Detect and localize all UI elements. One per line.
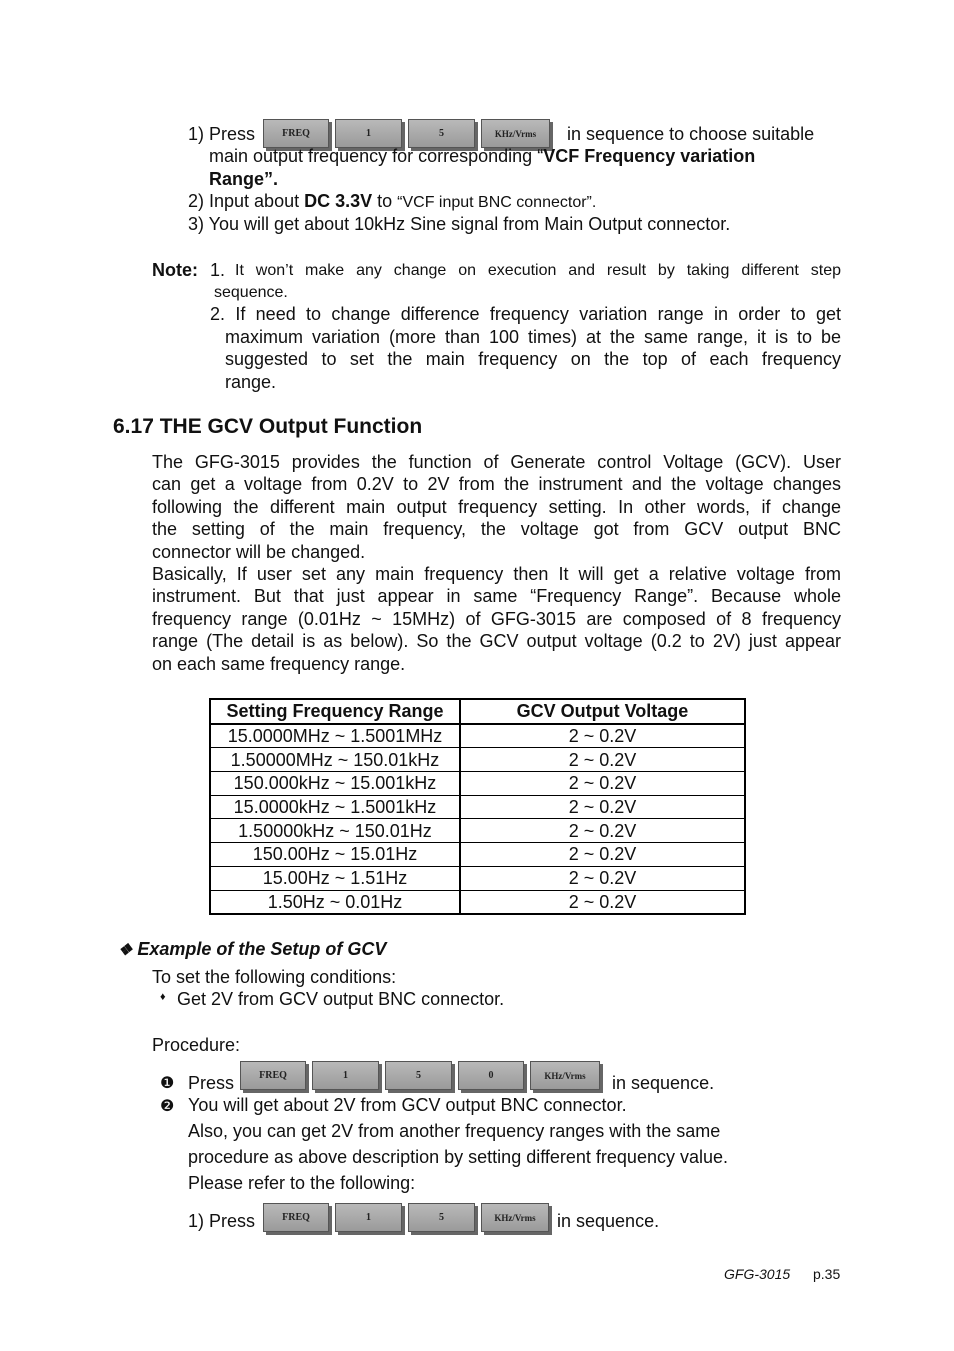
table-row bbox=[210, 772, 745, 796]
gcv-range-table bbox=[209, 698, 746, 915]
step2 bbox=[188, 191, 596, 212]
step1-prefix: 1) Press bbox=[188, 124, 256, 144]
step1-line3: Range”. bbox=[209, 169, 279, 189]
paragraph-1-line: connector will be changed. bbox=[152, 542, 366, 562]
example-title: Example of the Setup of GCV bbox=[137, 939, 387, 959]
table-row bbox=[210, 866, 745, 890]
frequency-range-cell: 1.50000MHz ~ 150.01kHz bbox=[210, 748, 460, 772]
digit-5-key[interactable]: 5 bbox=[408, 1203, 475, 1232]
voltage-cell: 2 ~ 0.2V bbox=[460, 748, 745, 772]
paragraph-2-line: range (The detail is as below). So the GCV output voltage (0.2 to 2V) just appear bbox=[152, 631, 841, 651]
voltage-cell: 2 ~ 0.2V bbox=[460, 843, 745, 867]
frequency-range-cell: 15.0000kHz ~ 1.5001kHz bbox=[210, 795, 460, 819]
header-gcv-voltage: GCV Output Voltage bbox=[460, 699, 745, 724]
paragraph-1-line: the setting of the main frequency, the voltage got from GCV output BNC bbox=[152, 519, 841, 539]
frequency-range-cell: 15.0000MHz ~ 1.5001MHz bbox=[210, 724, 460, 748]
header-frequency-range: Setting Frequency Range bbox=[210, 699, 460, 724]
procedure-step2-line3: procedure as above description by setting different frequency value. bbox=[188, 1147, 728, 1167]
voltage-cell: 2 ~ 0.2V bbox=[460, 866, 745, 890]
procedure-step1-suffix: in sequence. bbox=[612, 1073, 715, 1093]
digit-1-key[interactable]: 1 bbox=[335, 119, 402, 148]
procedure-step1-prefix: Press bbox=[188, 1073, 235, 1093]
frequency-range-cell: 150.00Hz ~ 15.01Hz bbox=[210, 843, 460, 867]
note-1-line2: sequence. bbox=[214, 284, 288, 301]
frequency-range-cell: 1.50000kHz ~ 150.01Hz bbox=[210, 819, 460, 843]
paragraph-1-line: can get a voltage from 0.2V to 2V from the instrument and the voltage changes bbox=[152, 474, 841, 494]
substep1-suffix: in sequence. bbox=[557, 1211, 660, 1231]
freq-key[interactable]: FREQ bbox=[240, 1061, 306, 1090]
step1-suffix: in sequence to choose suitable bbox=[567, 124, 815, 144]
substep1-prefix: 1) Press bbox=[188, 1211, 256, 1231]
step3: 3) You will get about 10kHz Sine signal from Main Output connector. bbox=[188, 214, 731, 234]
note-2-line3: suggested to set the main frequency on the top of each frequency bbox=[225, 349, 841, 369]
example-intro: To set the following conditions: bbox=[152, 967, 397, 987]
footer-page-number: p.35 bbox=[813, 1266, 841, 1282]
table-row bbox=[210, 819, 745, 843]
paragraph-2-line: on each same frequency range. bbox=[152, 654, 406, 674]
step1-line2-text: main output frequency for corresponding “ bbox=[209, 146, 544, 166]
condition-bullet-icon: ♦ bbox=[160, 991, 166, 1003]
paragraph-2-line: Basically, If user set any main frequency then It will get a relative voltage from bbox=[152, 564, 841, 584]
procedure-label: Procedure: bbox=[152, 1035, 241, 1055]
voltage-cell: 2 ~ 0.2V bbox=[460, 890, 745, 914]
note-label: Note: bbox=[152, 260, 198, 280]
paragraph-2-line: frequency range (0.01Hz ~ 15MHz) of GFG-3015 are composed of 8 frequency bbox=[152, 609, 841, 629]
voltage-cell: 2 ~ 0.2V bbox=[460, 819, 745, 843]
step2-text-c: to bbox=[372, 191, 398, 211]
khz-vrms-key[interactable]: KHz/Vrms bbox=[481, 1203, 549, 1232]
section-title: 6.17 THE GCV Output Function bbox=[113, 415, 423, 438]
step2-text-a: 2) Input about bbox=[188, 191, 305, 211]
footer-model: GFG-3015 bbox=[724, 1266, 791, 1282]
diamond-bullet-icon: ❖ bbox=[118, 942, 133, 959]
procedure-step2-line2: Also, you can get 2V from another frequency ranges with the same bbox=[188, 1121, 721, 1141]
note-2-line2: maximum variation (more than 100 times) at the same range, it is to be bbox=[225, 327, 841, 347]
table-row bbox=[210, 724, 745, 748]
note-1-number: 1. bbox=[210, 260, 226, 280]
digit-5-key[interactable]: 5 bbox=[385, 1061, 452, 1090]
note-1-text: It won’t make any change on execution and result by taking different step bbox=[235, 262, 841, 279]
digit-1-key[interactable]: 1 bbox=[312, 1061, 379, 1090]
table-header-row bbox=[210, 699, 745, 724]
table-row bbox=[210, 843, 745, 867]
paragraph-1-line: following the different main output frequency setting. In other words, if change bbox=[152, 497, 841, 517]
digit-0-key[interactable]: 0 bbox=[458, 1061, 524, 1090]
freq-key[interactable]: FREQ bbox=[263, 1203, 329, 1232]
frequency-range-cell: 1.50Hz ~ 0.01Hz bbox=[210, 890, 460, 914]
khz-vrms-key[interactable]: KHz/Vrms bbox=[530, 1061, 600, 1090]
step-1-marker-icon: ❶ bbox=[160, 1075, 175, 1092]
paragraph-1-line: The GFG-3015 provides the function of Generate control Voltage (GCV). User bbox=[152, 452, 841, 472]
table-row bbox=[210, 795, 745, 819]
voltage-cell: 2 ~ 0.2V bbox=[460, 772, 745, 796]
table-row bbox=[210, 890, 745, 914]
example-heading bbox=[118, 939, 386, 960]
step1-line2-bold: VCF Frequency variation bbox=[543, 146, 756, 166]
khz-vrms-key[interactable]: KHz/Vrms bbox=[481, 119, 550, 148]
note-2-line1: 2. If need to change difference frequency variation range in order to get bbox=[210, 304, 841, 324]
digit-5-key[interactable]: 5 bbox=[408, 119, 475, 148]
condition-text: Get 2V from GCV output BNC connector. bbox=[177, 989, 505, 1009]
step1-line2 bbox=[209, 146, 755, 167]
table-row bbox=[210, 748, 745, 772]
freq-key[interactable]: FREQ bbox=[263, 119, 329, 148]
procedure-step2-line1: You will get about 2V from GCV output BNC connector. bbox=[188, 1095, 627, 1115]
step2-connector: “VCF input BNC connector”. bbox=[397, 194, 597, 211]
voltage-cell: 2 ~ 0.2V bbox=[460, 795, 745, 819]
frequency-range-cell: 150.000kHz ~ 15.001kHz bbox=[210, 772, 460, 796]
frequency-range-cell: 15.00Hz ~ 1.51Hz bbox=[210, 866, 460, 890]
voltage-cell: 2 ~ 0.2V bbox=[460, 724, 745, 748]
note-2-line4: range. bbox=[225, 372, 277, 392]
digit-1-key[interactable]: 1 bbox=[335, 1203, 402, 1232]
paragraph-2-line: instrument. But that just appear in same “Frequency Range”. Because whole bbox=[152, 586, 841, 606]
procedure-step2-line4: Please refer to the following: bbox=[188, 1173, 416, 1193]
step-2-marker-icon: ❷ bbox=[160, 1098, 175, 1115]
step2-voltage: DC 3.3V bbox=[304, 191, 373, 211]
